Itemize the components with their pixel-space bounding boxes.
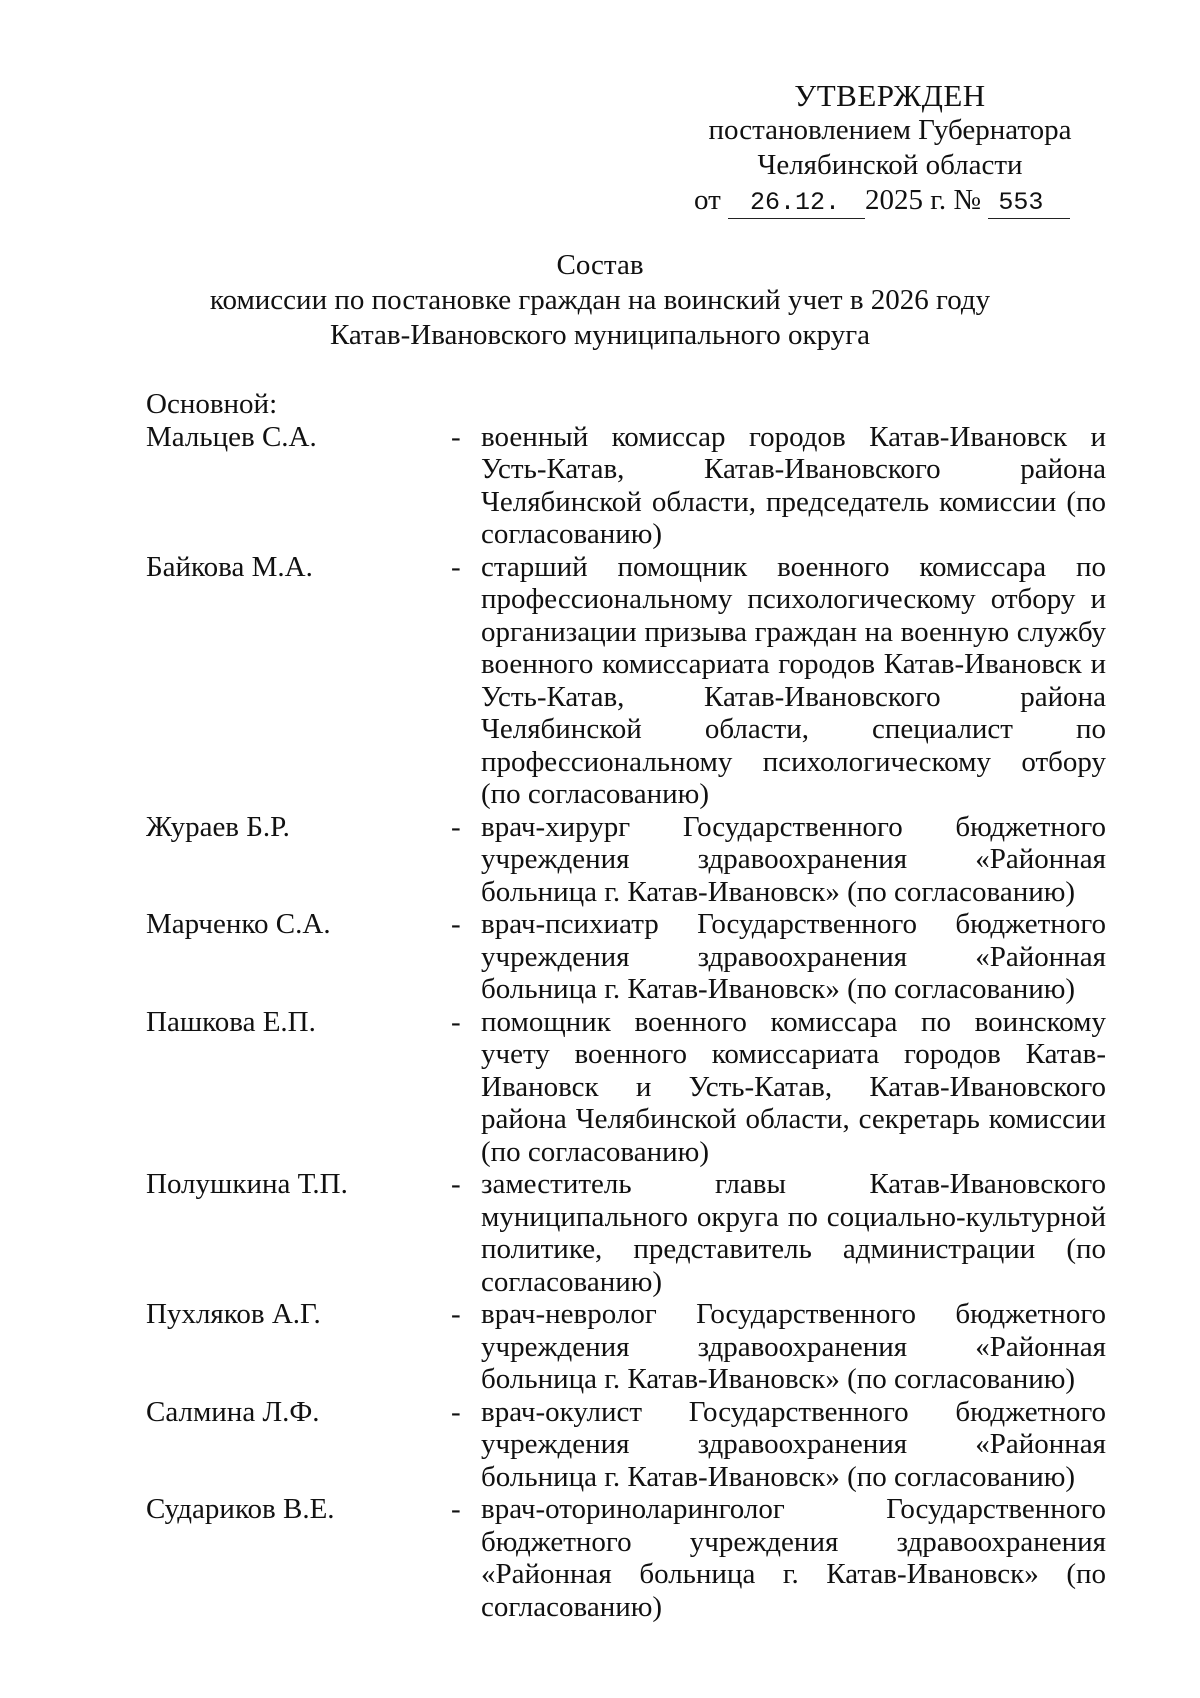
member-dash: - xyxy=(451,550,461,583)
member-role: врач-оториноларинголог Государственного бюджетного учреждения здравоохранения «Районная больница г. Катав-Ивановск» (по согласованию) xyxy=(481,1493,1106,1623)
approval-line-2: Челябинской области xyxy=(757,149,1023,181)
member-role: врач-окулист Государственного бюджетного учреждения здравоохранения «Районная больница г. Катав-Ивановск» (по согласованию) xyxy=(481,1395,1106,1493)
title-line-3: Катав-Ивановского муниципального округа xyxy=(329,319,871,351)
member-name: Пухляков А.Г. xyxy=(146,1298,321,1330)
section-label: Основной: xyxy=(146,388,278,420)
member-dash: - xyxy=(451,1298,461,1330)
from-label: от xyxy=(694,184,721,216)
member-role: врач-невролог Государственного бюджетного учреждения здравоохранения «Районная больница г. Катав-Ивановск» (по согласованию) xyxy=(481,1298,1106,1395)
member-role: старший помощник военного комиссара по профессиональному психологическому отбору и организации призыва граждан на военную службу военного комиссариата городов Катав-Ивановск и Усть-Катав, Катав-Ивановского района Челябинской области, специалист по профессиональному психологическому отбору (по согласованию) xyxy=(481,550,1106,810)
member-row xyxy=(146,421,1106,551)
approval-title: УТВЕРЖДЕН xyxy=(794,78,986,113)
member-row xyxy=(146,908,1106,1006)
member-row xyxy=(146,1006,1106,1169)
member-name: Марченко С.А. xyxy=(146,908,331,940)
member-dash: - xyxy=(451,908,461,940)
member-dash: - xyxy=(451,420,461,453)
member-row xyxy=(146,551,1106,811)
approval-date: 26.12. xyxy=(728,188,865,219)
title-line-2: комиссии по постановке граждан на воинский учет в 2026 году xyxy=(209,284,991,316)
member-role: военный комиссар городов Катав-Ивановск и Усть-Катав, Катав-Ивановского района Челябинской области, председатель комиссии (по согласованию) xyxy=(481,420,1106,550)
approval-number: 553 xyxy=(988,188,1070,219)
member-row xyxy=(146,1493,1106,1623)
member-row xyxy=(146,1168,1106,1298)
member-name: Пашкова Е.П. xyxy=(146,1005,316,1038)
member-dash: - xyxy=(451,1395,461,1428)
members-list xyxy=(146,388,1106,1623)
document-title xyxy=(0,248,1200,353)
member-name: Салмина Л.Ф. xyxy=(146,1395,320,1428)
approval-block xyxy=(680,78,1100,219)
member-dash: - xyxy=(451,810,461,843)
approval-line-1: постановлением Губернатора xyxy=(708,114,1072,146)
member-dash: - xyxy=(451,1005,461,1038)
member-row xyxy=(146,1298,1106,1396)
member-name: Судариков В.Е. xyxy=(146,1493,335,1525)
member-role: врач-психиатр Государственного бюджетного учреждения здравоохранения «Районная больница г. Катав-Ивановск» (по согласованию) xyxy=(481,908,1106,1005)
member-name: Мальцев С.А. xyxy=(146,420,317,453)
member-role: помощник военного комиссара по воинскому учету военного комиссариата городов Катав-Ивановск и Усть-Катав, Катав-Ивановского района Челябинской области, секретарь комиссии (по согласованию) xyxy=(481,1005,1106,1168)
approval-date-line xyxy=(680,183,1100,219)
member-role: заместитель главы Катав-Ивановского муниципального округа по социально-культурной политике, представитель администрации (по согласованию) xyxy=(481,1168,1106,1298)
member-row xyxy=(146,1396,1106,1494)
member-role: врач-хирург Государственного бюджетного учреждения здравоохранения «Районная больница г. Катав-Ивановск» (по согласованию) xyxy=(481,810,1106,908)
member-row xyxy=(146,811,1106,909)
year-and-number-label: 2025 г. № xyxy=(865,184,982,216)
member-name: Байкова М.А. xyxy=(146,550,313,583)
member-name: Жураев Б.Р. xyxy=(146,810,290,843)
member-dash: - xyxy=(451,1168,461,1200)
member-dash: - xyxy=(451,1493,461,1525)
title-line-1: Состав xyxy=(556,249,644,281)
member-name: Полушкина Т.П. xyxy=(146,1168,348,1200)
